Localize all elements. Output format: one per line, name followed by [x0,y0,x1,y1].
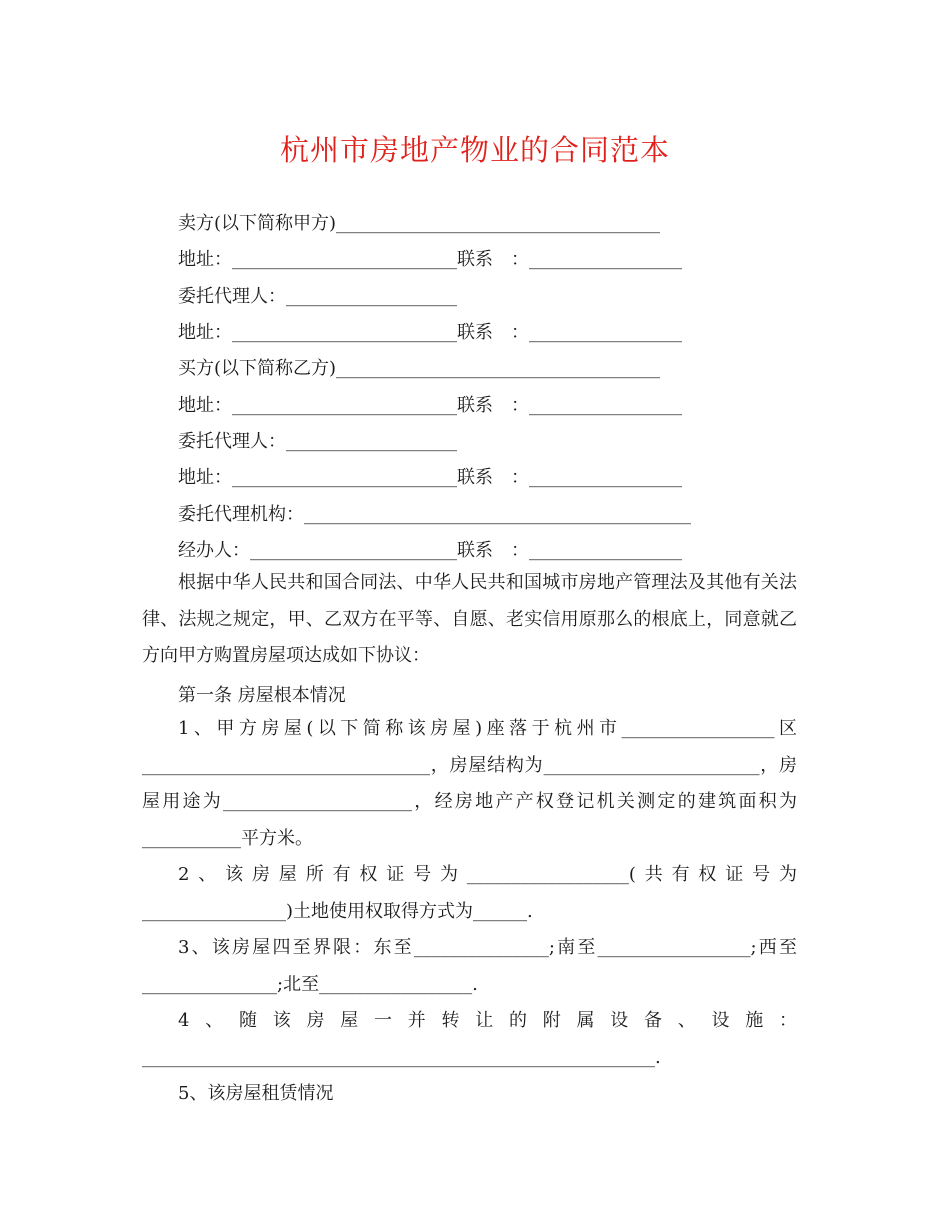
buyer-agent-address-line: 地址：_________________________联系 ：_________________ [178,467,682,488]
buyer-agent-line: 委托代理人：___________________ [178,431,457,452]
item-2-paragraph: 2、该房屋所有权证号为__________________(共有权证号为________________)土地使用权取得方式为______. [142,864,797,922]
item-3-paragraph: 3、该房屋四至界限：东至_______________;南至_________________;西至_______________;北至_________________. [142,937,797,995]
item-1-paragraph: 1、甲方房屋(以下简称该房屋)座落于杭州市_________________区________________________________，房屋结构为________________________，房屋用途为_____________________，经房地产产权登记机关测定的建筑面积为___________平方米。 [142,718,797,849]
handler-line: 经办人：_______________________联系 ：_________________ [178,540,682,561]
agency-line: 委托代理机构：___________________________________________ [178,504,691,525]
seller-line: 卖方(以下简称甲方)____________________________________ [178,213,661,234]
item-5-paragraph: 5、该房屋租赁情况 [178,1083,334,1104]
seller-address-line: 地址：_________________________联系 ：_________________ [178,249,682,270]
intro-paragraph: 根据中华人民共和国合同法、中华人民共和国城市房地产管理法及其他有关法律、法规之规定，甲、乙双方在平等、自愿、老实信用原那么的根底上，同意就乙方向甲方购置房屋项达成如下协议： [142,572,797,666]
article-1-title: 第一条 房屋根本情况 [178,685,346,706]
seller-agent-line: 委托代理人：___________________ [178,286,457,307]
item-4-paragraph: 4、随该房屋一并转让的附属设备、设施：_________________________________________________________. [142,1010,797,1068]
document-title: 杭州市房地产物业的合同范本 [279,133,670,167]
buyer-address-line: 地址：_________________________联系 ：_________________ [178,395,682,416]
buyer-line: 买方(以下简称乙方)____________________________________ [178,358,661,379]
seller-agent-address-line: 地址：_________________________联系 ：_________________ [178,322,682,343]
